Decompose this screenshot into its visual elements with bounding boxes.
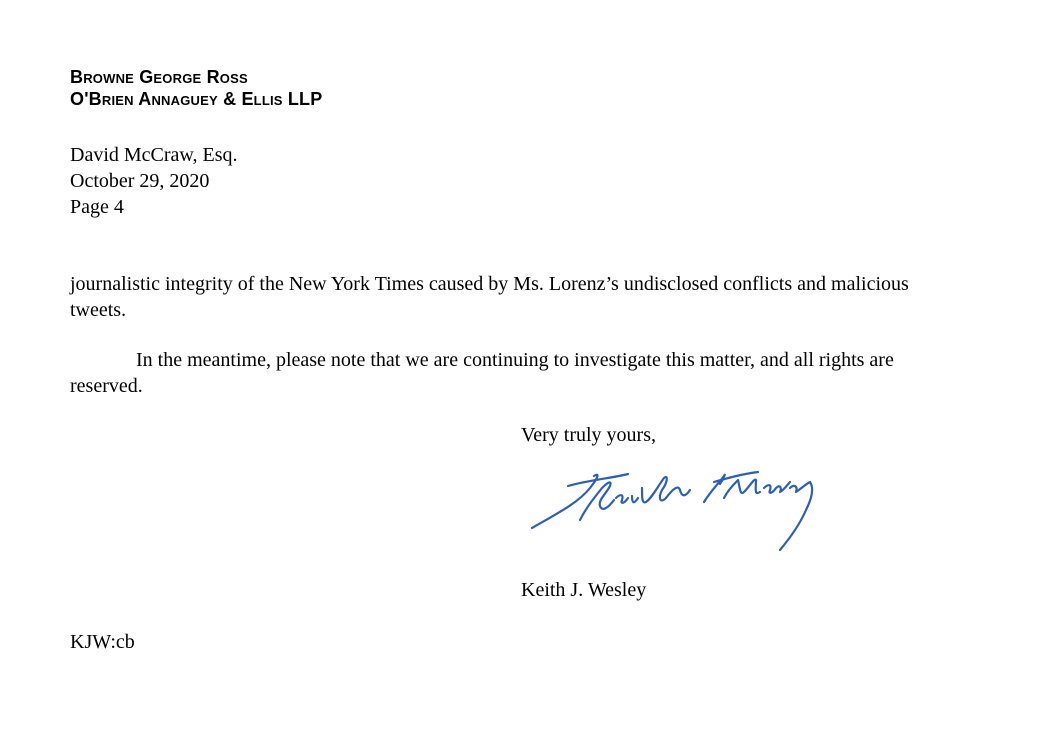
letter-date: October 29, 2020 [70,170,210,192]
valediction: Very truly yours, [521,424,656,446]
page-number: Page 4 [70,196,124,218]
firm-name-line-2: O'Brien Annaguey & Ellis LLP [70,89,323,109]
body-paragraph-1: journalistic integrity of the New York Times caused by Ms. Lorenz’s undisclosed conflicts and malicious tweets. [70,273,909,321]
typist-initials: KJW:cb [70,631,135,653]
handwritten-signature [528,458,838,558]
body-paragraph-2: In the meantime, please note that we are continuing to investigate this matter, and all rights are reserved. [70,349,894,397]
firm-name-line-1: Browne George Ross [70,67,248,87]
recipient-name: David McCraw, Esq. [70,144,238,166]
signer-name: Keith J. Wesley [521,579,647,601]
firm-letterhead [70,66,322,110]
reference-block [70,142,238,220]
